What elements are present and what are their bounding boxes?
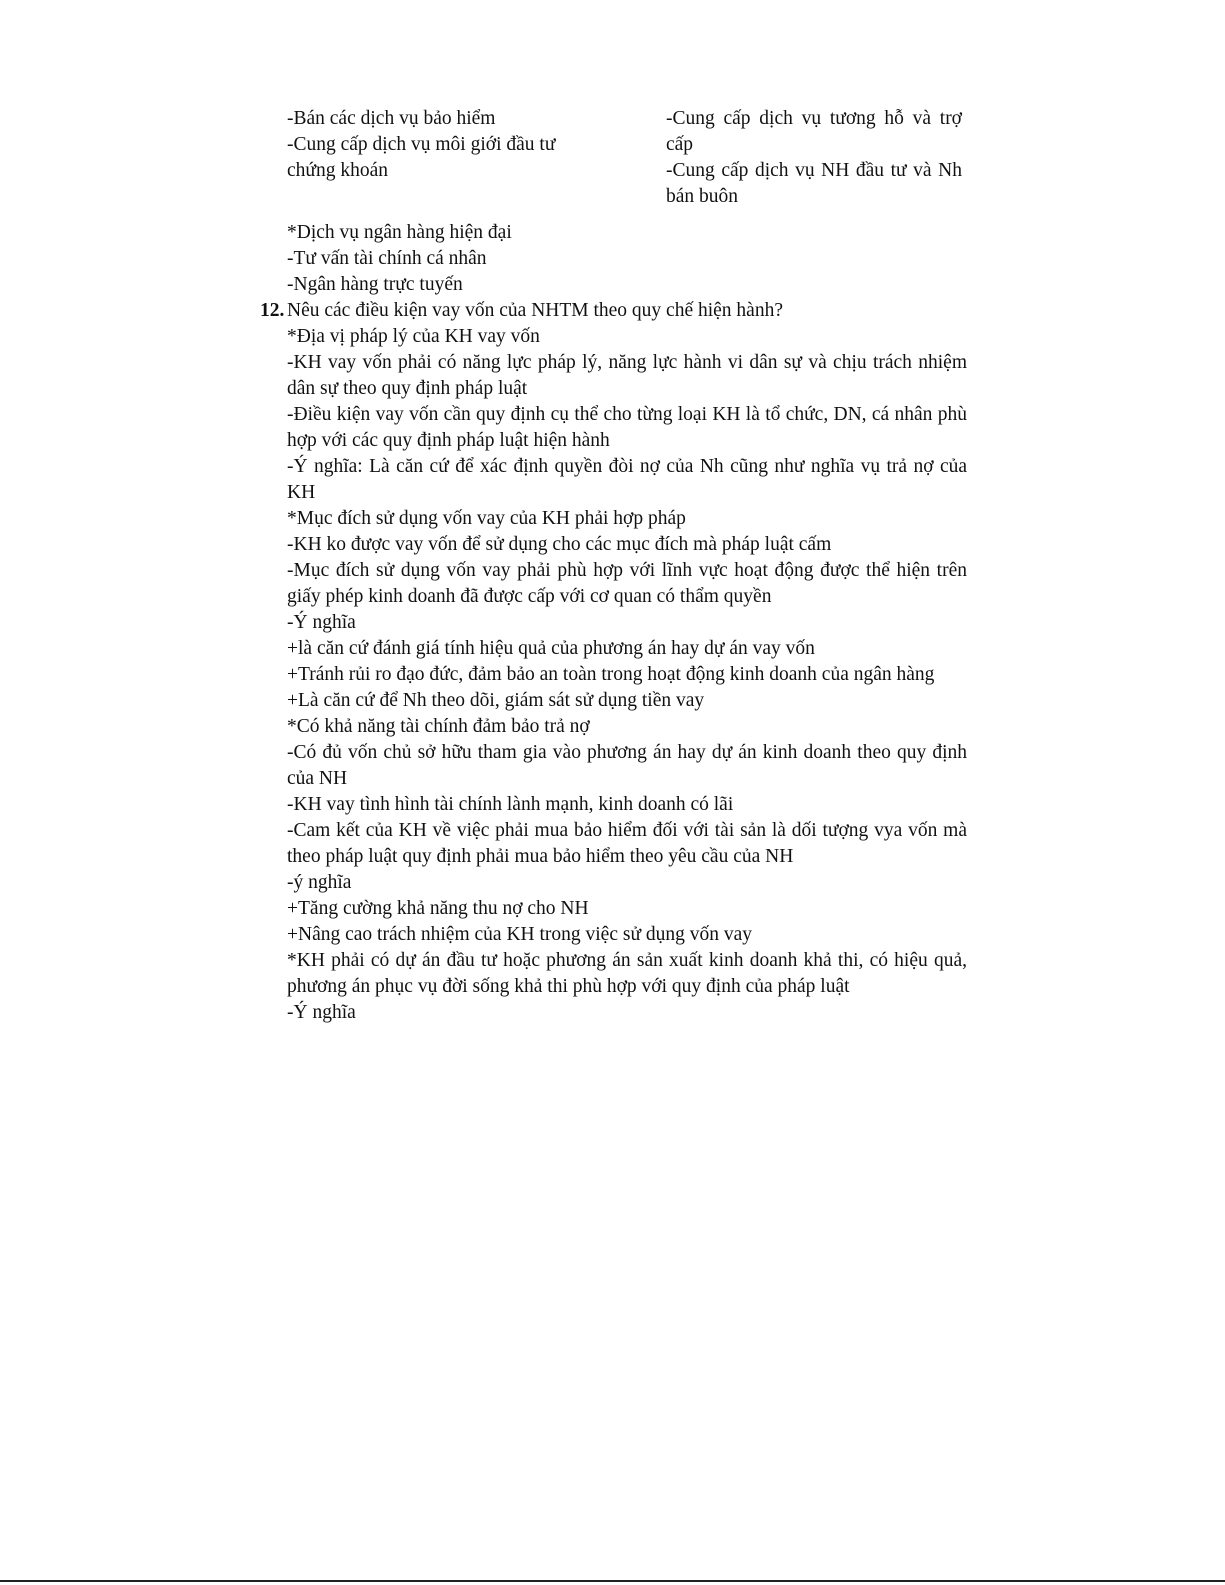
paragraph: -Có đủ vốn chủ sở hữu tham gia vào phương án hay dự án kinh doanh theo quy định của NH (287, 742, 967, 789)
question-heading (260, 298, 967, 324)
paragraph: *KH phải có dự án đầu tư hoặc phương án sản xuất kinh doanh khả thi, có hiệu quả, phương án phục vụ đời sống khả thi phù hợp với quy định của pháp luật (287, 950, 967, 997)
paragraph: +Là căn cứ để Nh theo dõi, giám sát sử dụng tiền vay (287, 690, 705, 711)
paragraph: -KH ko được vay vốn để sử dụng cho các mục đích mà pháp luật cấm (287, 534, 832, 555)
left-column (287, 106, 597, 184)
paragraph: +Nâng cao trách nhiệm của KH trong việc sử dụng vốn vay (287, 924, 753, 945)
question-number: 12. (260, 300, 285, 321)
list-item: -Cung cấp dịch vụ NH đầu tư và Nh bán buôn (666, 160, 962, 207)
paragraph: -ý nghĩa (287, 872, 352, 893)
paragraph: -Ý nghĩa (287, 612, 356, 633)
page-bottom-border (0, 1580, 1225, 1582)
paragraph: -Mục đích sử dụng vốn vay phải phù hợp với lĩnh vực hoạt động được thể hiện trên giấy phép kinh doanh đã được cấp với cơ quan có thẩm quyền (287, 560, 967, 607)
paragraph: -KH vay tình hình tài chính lành mạnh, kinh doanh có lãi (287, 794, 734, 815)
paragraph: -Ý nghĩa (287, 1002, 356, 1023)
list-item: -Ngân hàng trực tuyến (287, 274, 463, 295)
paragraph: +Tránh rủi ro đạo đức, đảm bảo an toàn trong hoạt động kinh doanh của ngân hàng (287, 664, 935, 685)
question-text: Nêu các điều kiện vay vốn của NHTM theo quy chế hiện hành? (287, 300, 783, 321)
paragraph: *Địa vị pháp lý của KH vay vốn (287, 326, 540, 347)
list-item: -Tư vấn tài chính cá nhân (287, 248, 487, 269)
paragraph: -KH vay vốn phải có năng lực pháp lý, năng lực hành vi dân sự và chịu trách nhiệm dân sự theo quy định pháp luật (287, 352, 967, 399)
paragraph: -Ý nghĩa: Là căn cứ để xác định quyền đòi nợ của Nh cũng như nghĩa vụ trả nợ của KH (287, 456, 967, 503)
list-item: -Cung cấp dịch vụ tương hỗ và trợ cấp (666, 108, 962, 155)
paragraph: *Mục đích sử dụng vốn vay của KH phải hợp pháp (287, 508, 686, 529)
list-item: -Cung cấp dịch vụ môi giới đầu tư chứng khoán (287, 134, 556, 181)
document-body (260, 220, 967, 1026)
right-column (666, 106, 962, 210)
paragraph: +Tăng cường khả năng thu nợ cho NH (287, 898, 589, 919)
section-heading: *Dịch vụ ngân hàng hiện đại (287, 222, 512, 243)
paragraph: +là căn cứ đánh giá tính hiệu quả của phương án hay dự án vay vốn (287, 638, 815, 659)
list-item: -Bán các dịch vụ bảo hiểm (287, 108, 496, 129)
paragraph: -Điều kiện vay vốn cần quy định cụ thể cho từng loại KH là tổ chức, DN, cá nhân phù hợp với các quy định pháp luật hiện hành (287, 404, 967, 451)
service-columns (287, 106, 967, 214)
paragraph: *Có khả năng tài chính đảm bảo trả nợ (287, 716, 590, 737)
paragraph: -Cam kết của KH về việc phải mua bảo hiểm đối với tài sản là dối tượng vya vốn mà theo pháp luật quy định phải mua bảo hiểm theo yêu cầu của NH (287, 820, 967, 867)
